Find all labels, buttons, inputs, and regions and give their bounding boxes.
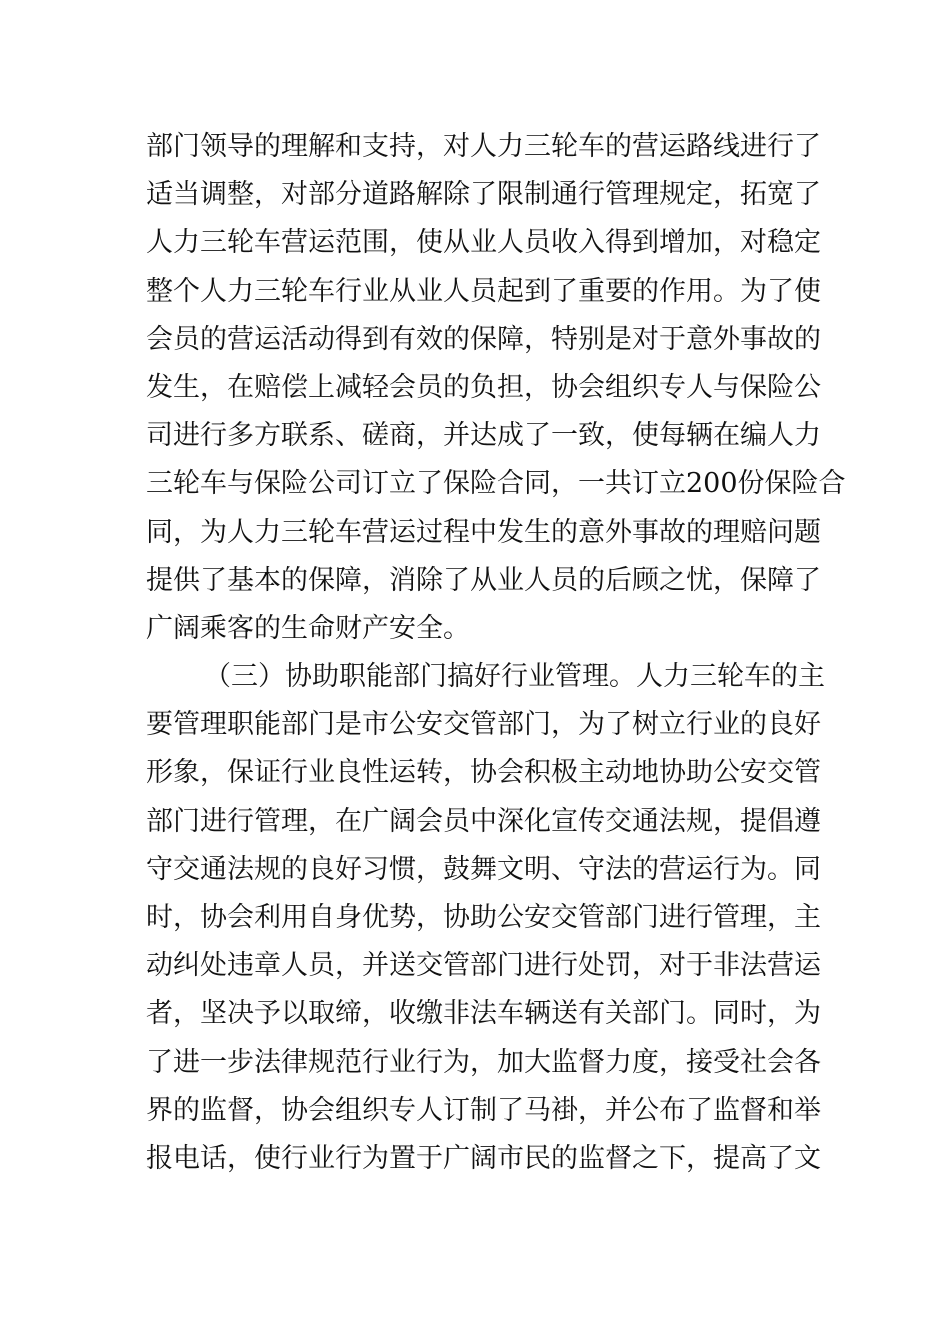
text-line: 发生，在赔偿上减轻会员的负担，协会组织专人与保险公 (146, 371, 821, 403)
text-line: 同，为人力三轮车营运过程中发生的意外事故的理赔问题 (146, 516, 821, 548)
text-line: 部门进行管理，在广阔会员中深化宣传交通法规，提倡遵 (146, 805, 821, 837)
paragraph-end-line: 广阔乘客的生命财产安全。 (146, 612, 470, 644)
text-line: 者，坚决予以取缔，收缴非法车辆送有关部门。同时，为 (146, 998, 821, 1030)
text-line: 提供了基本的保障，消除了从业人员的后顾之忧，保障了 (146, 564, 821, 596)
text-line: 形象，保证行业良性运转，协会积极主动地协助公安交管 (146, 757, 821, 789)
text-line: 三轮车与保险公司订立了保险合同，一共订立200份保险合 (146, 468, 846, 500)
text-line: 会员的营运活动得到有效的保障，特别是对于意外事故的 (146, 323, 821, 355)
text-line: 时，协会利用自身优势，协助公安交管部门进行管理，主 (146, 902, 821, 933)
text-line: 要管理职能部门是市公安交管部门，为了树立行业的良好 (146, 709, 821, 741)
text-line: 动纠处违章人员，并送交管部门进行处罚，对于非法营运 (146, 950, 821, 982)
body-text (146, 123, 846, 1183)
text-line: 整个人力三轮车行业从业人员起到了重要的作用。为了使 (146, 275, 821, 307)
text-line: 了进一步法律规范行业行为，加大监督力度，接受社会各 (146, 1046, 821, 1078)
text-line: 人力三轮车营运范围，使从业人员收入得到增加，对稳定 (146, 227, 821, 259)
text-line: 部门领导的理解和支持，对人力三轮车的营运路线进行了 (146, 131, 821, 162)
section-heading-line: （三）协助职能部门搞好行业管理。人力三轮车的主 (204, 661, 825, 693)
text-line: 司进行多方联系、磋商，并达成了一致，使每辆在编人力 (146, 420, 821, 452)
text-line: 守交通法规的良好习惯，鼓舞文明、守法的营运行为。同 (146, 853, 821, 885)
text-line: 报电话，使行业行为置于广阔市民的监督之下，提高了文 (146, 1142, 821, 1174)
text-line: 界的监督，协会组织专人订制了马褂，并公布了监督和举 (146, 1094, 821, 1126)
text-line: 适当调整，对部分道路解除了限制通行管理规定，拓宽了 (146, 179, 821, 211)
